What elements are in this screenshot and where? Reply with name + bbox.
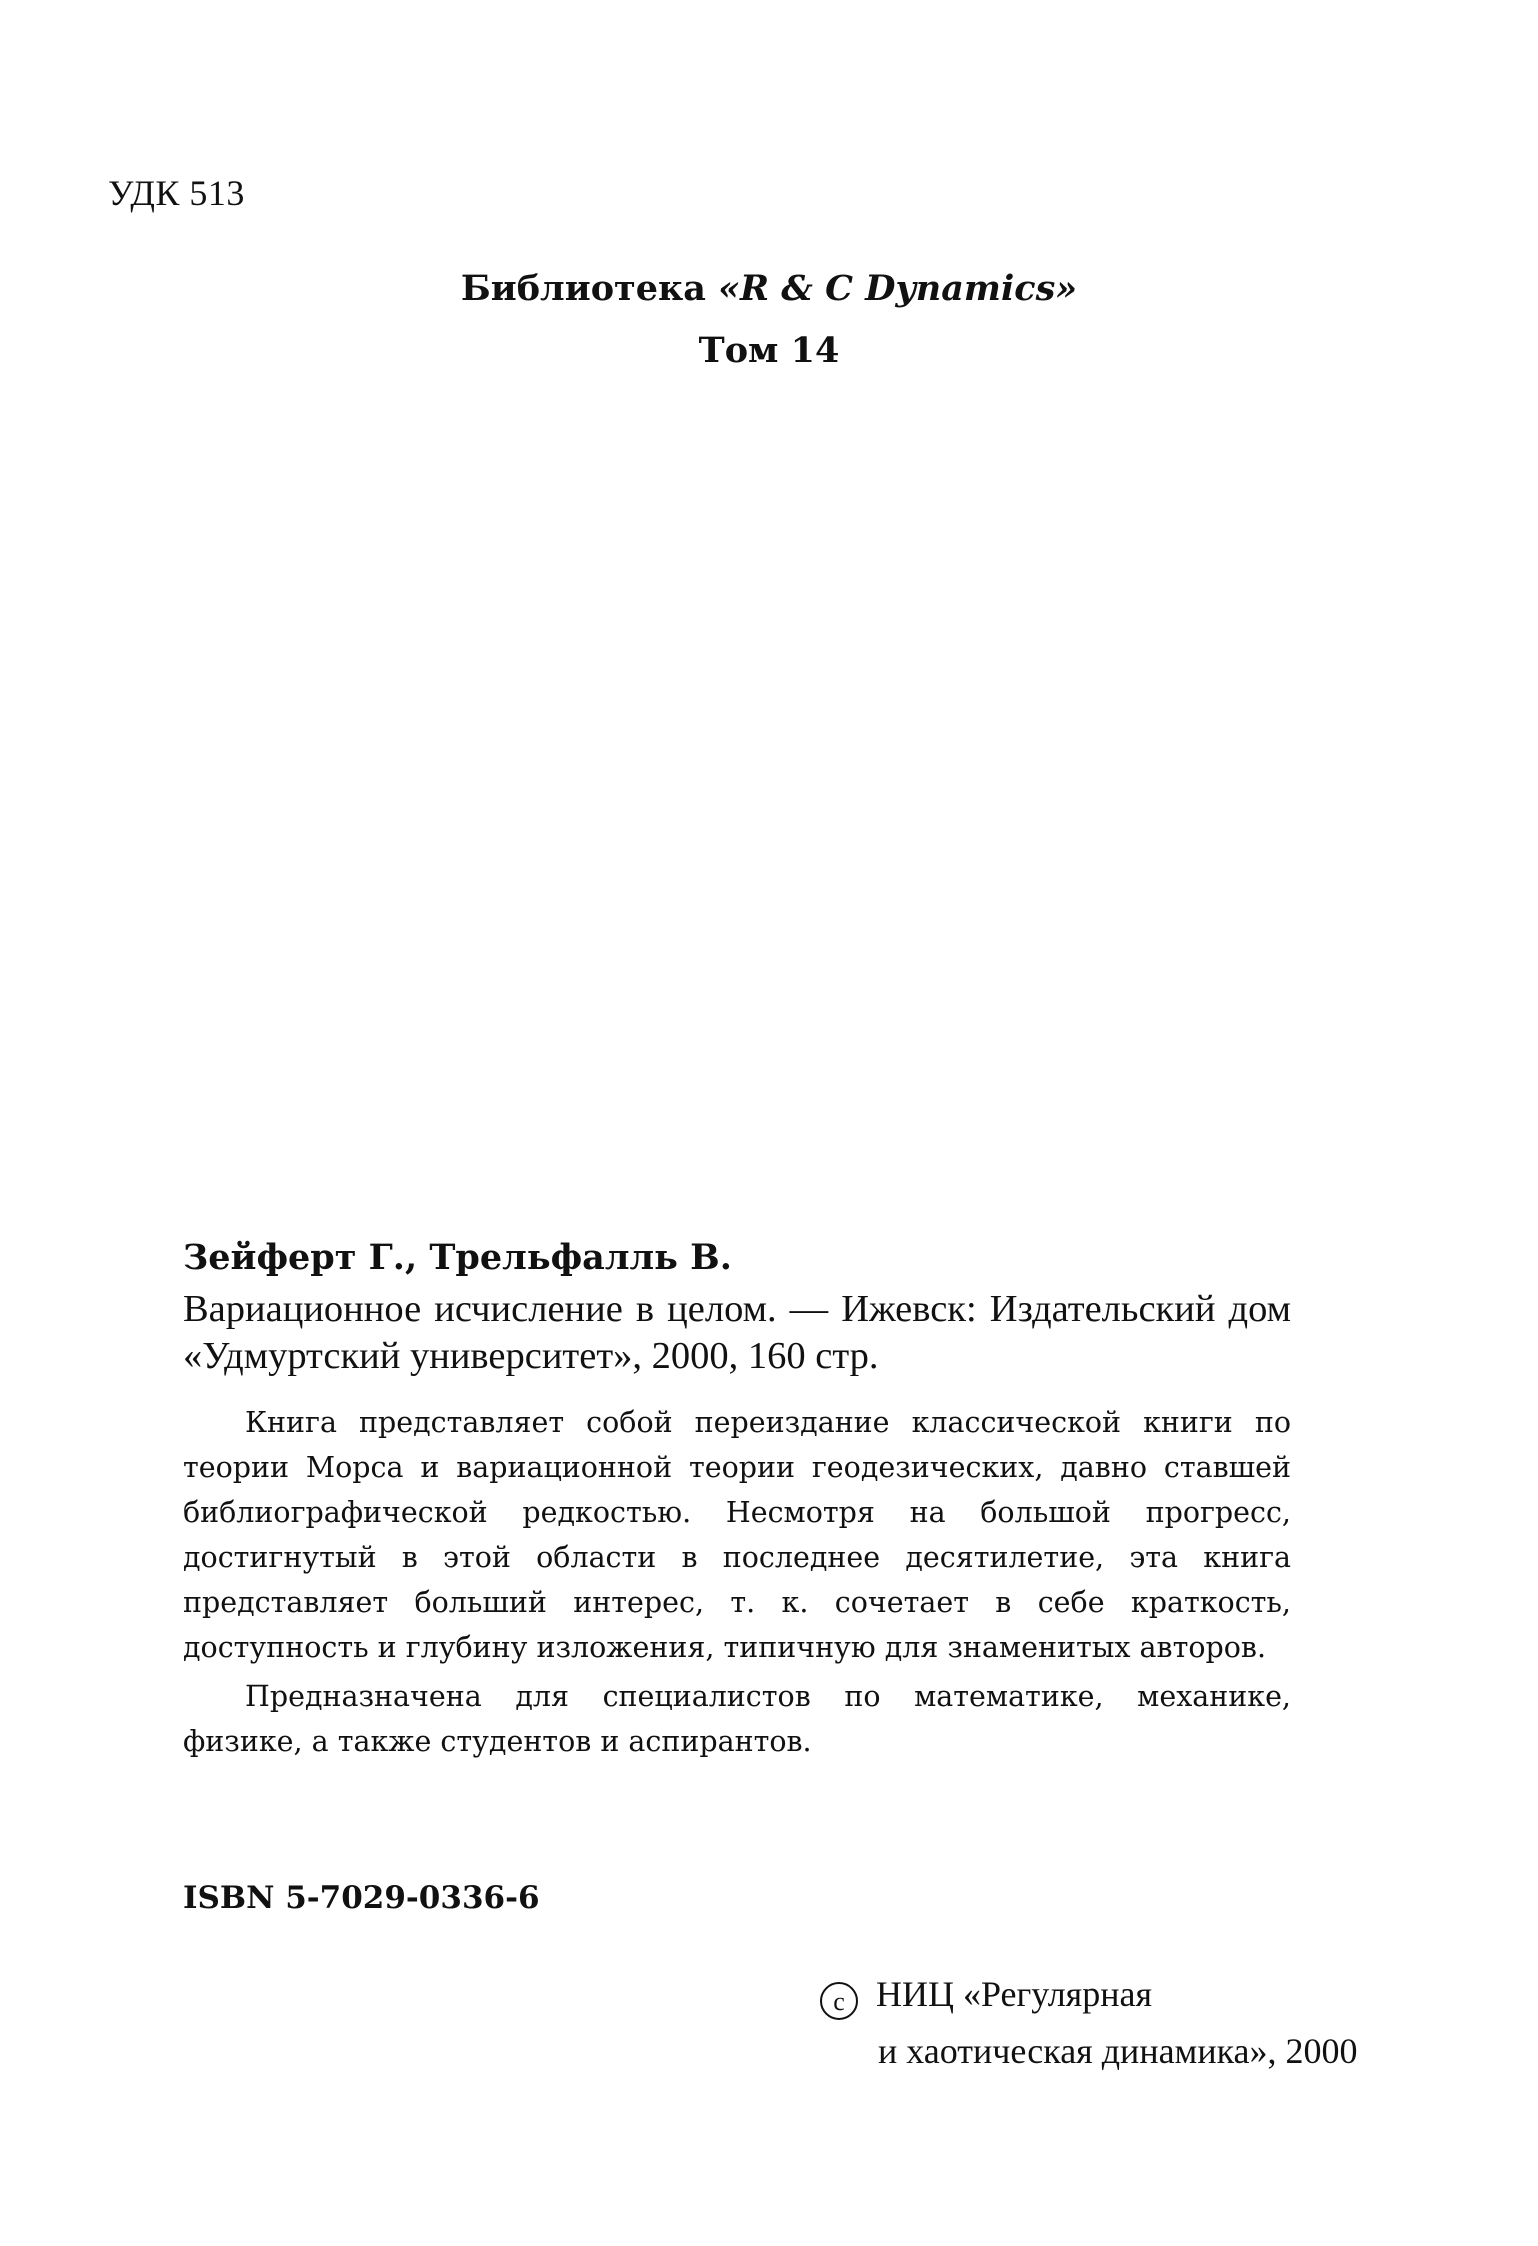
volume-number: Том 14 xyxy=(698,330,840,371)
series-name: «R & C Dynamics» xyxy=(718,268,1078,309)
authors: Зейферт Г., Трельфалль В. xyxy=(183,1237,732,1278)
isbn: ISBN 5-7029-0336-6 xyxy=(183,1880,540,1916)
bibliographic-record xyxy=(183,1232,1291,1764)
audience-paragraph: Предназначена для специалистов по математике, механике, физике, а также студентов и аспирантов. xyxy=(183,1680,1291,1758)
series-title xyxy=(0,268,1538,309)
udk-code: УДК 513 xyxy=(108,173,245,213)
copyright-holder-line2: и хаотическая динамика», 2000 xyxy=(878,2031,1358,2071)
copyright-notice xyxy=(820,1966,1358,2080)
copyright-icon: c xyxy=(820,1982,858,2020)
copyright-holder-line1: НИЦ «Регулярная xyxy=(876,1974,1153,2014)
series-prefix: Библиотека xyxy=(460,268,719,309)
bibliographic-reference: Вариационное исчисление в целом. — Ижевск: Издательский дом «Удмуртский университет», 2000, 160 стр. xyxy=(183,1288,1291,1377)
annotation-paragraph: Книга представляет собой переиздание классической книги по теории Морса и вариационной теории геодезических, давно ставшей библиографической редкостью. Несмотря на большой прогресс, достигнутый в этой области в последнее десятилетие, эта книга представляет больший интерес, т. к. сочетает в себе краткость, доступность и глубину изложения, типичную для знаменитых авторов. xyxy=(183,1406,1291,1664)
